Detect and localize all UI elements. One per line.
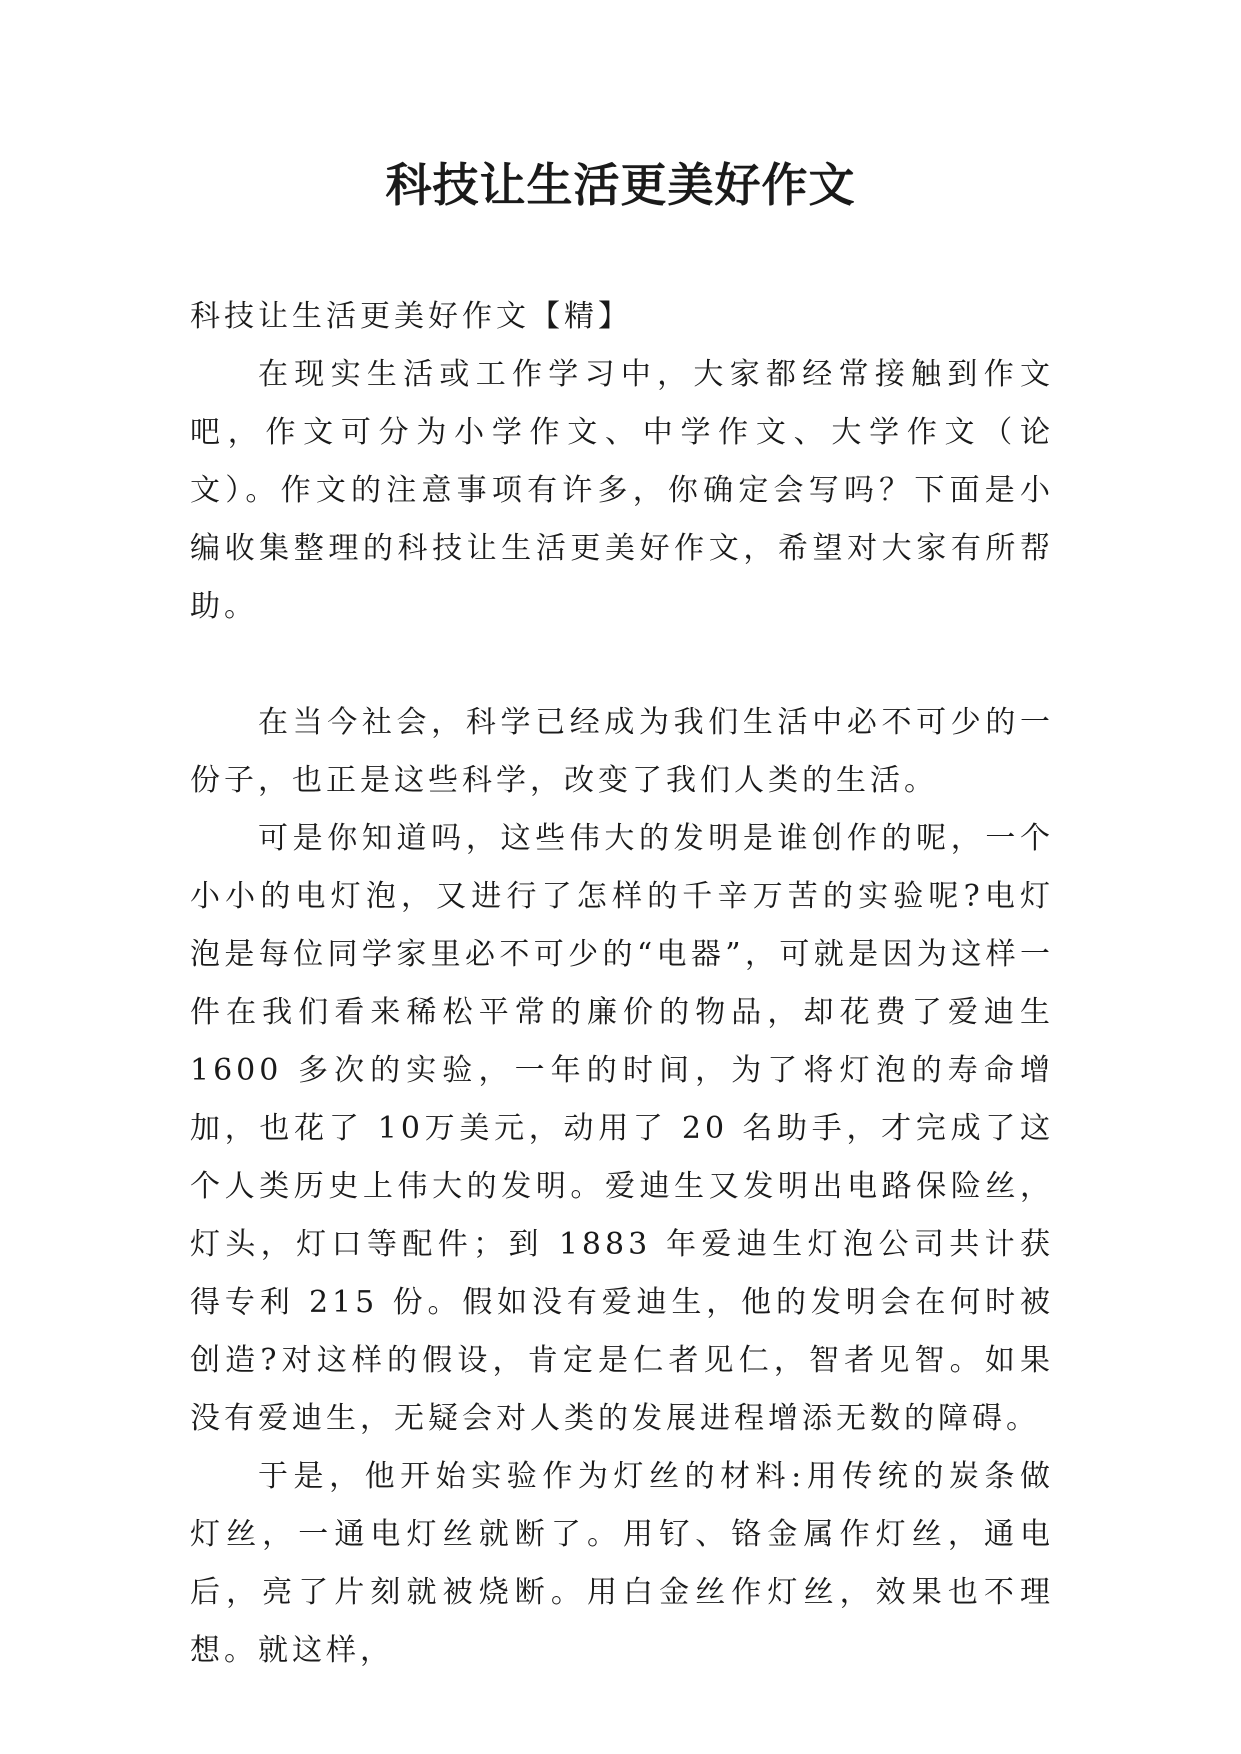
body-paragraph: 可是你知道吗，这些伟大的发明是谁创作的呢，一个小小的电灯泡，又进行了怎样的千辛万苦的实验呢?电灯泡是每位同学家里必不可少的“电器”，可就是因为这样一件在我们看来稀松平常的廉价的物品，却花费了爱迪生 1600 多次的实验，一年的时间，为了将灯泡的寿命增加，也花了 10万美元，动用了 20 名助手，才完成了这个人类历史上伟大的发明。爱迪生又发明出电路保险丝，灯头，灯口等配件；到 1883 年爱迪生灯泡公司共计获得专利 215 份。假如没有爱迪生，他的发明会在何时被创造?对这样的假设，肯定是仁者见仁，智者见智。如果没有爱迪生，无疑会对人类的发展进程增添无数的障碍。 xyxy=(190,821,1054,1436)
body-paragraph: 于是，他开始实验作为灯丝的材料:用传统的炭条做灯丝，一通电灯丝就断了。用钌、铬金属作灯丝，通电后，亮了片刻就被烧断。用白金丝作灯丝，效果也不理想。就这样， xyxy=(190,1459,1054,1668)
body-paragraph: 在当今社会，科学已经成为我们生活中必不可少的一份子，也正是这些科学，改变了我们人类的生活。 xyxy=(190,705,1054,798)
document-subtitle: 科技让生活更美好作文【精】 xyxy=(190,299,632,334)
document-title: 科技让生活更美好作文 xyxy=(385,158,856,212)
document-body xyxy=(190,288,1054,1680)
intro-paragraph: 在现实生活或工作学习中，大家都经常接触到作文吧，作文可分为小学作文、中学作文、大学作文（论文）。作文的注意事项有许多，你确定会写吗？下面是小编收集整理的科技让生活更美好作文，希望对大家有所帮助。 xyxy=(190,357,1054,624)
